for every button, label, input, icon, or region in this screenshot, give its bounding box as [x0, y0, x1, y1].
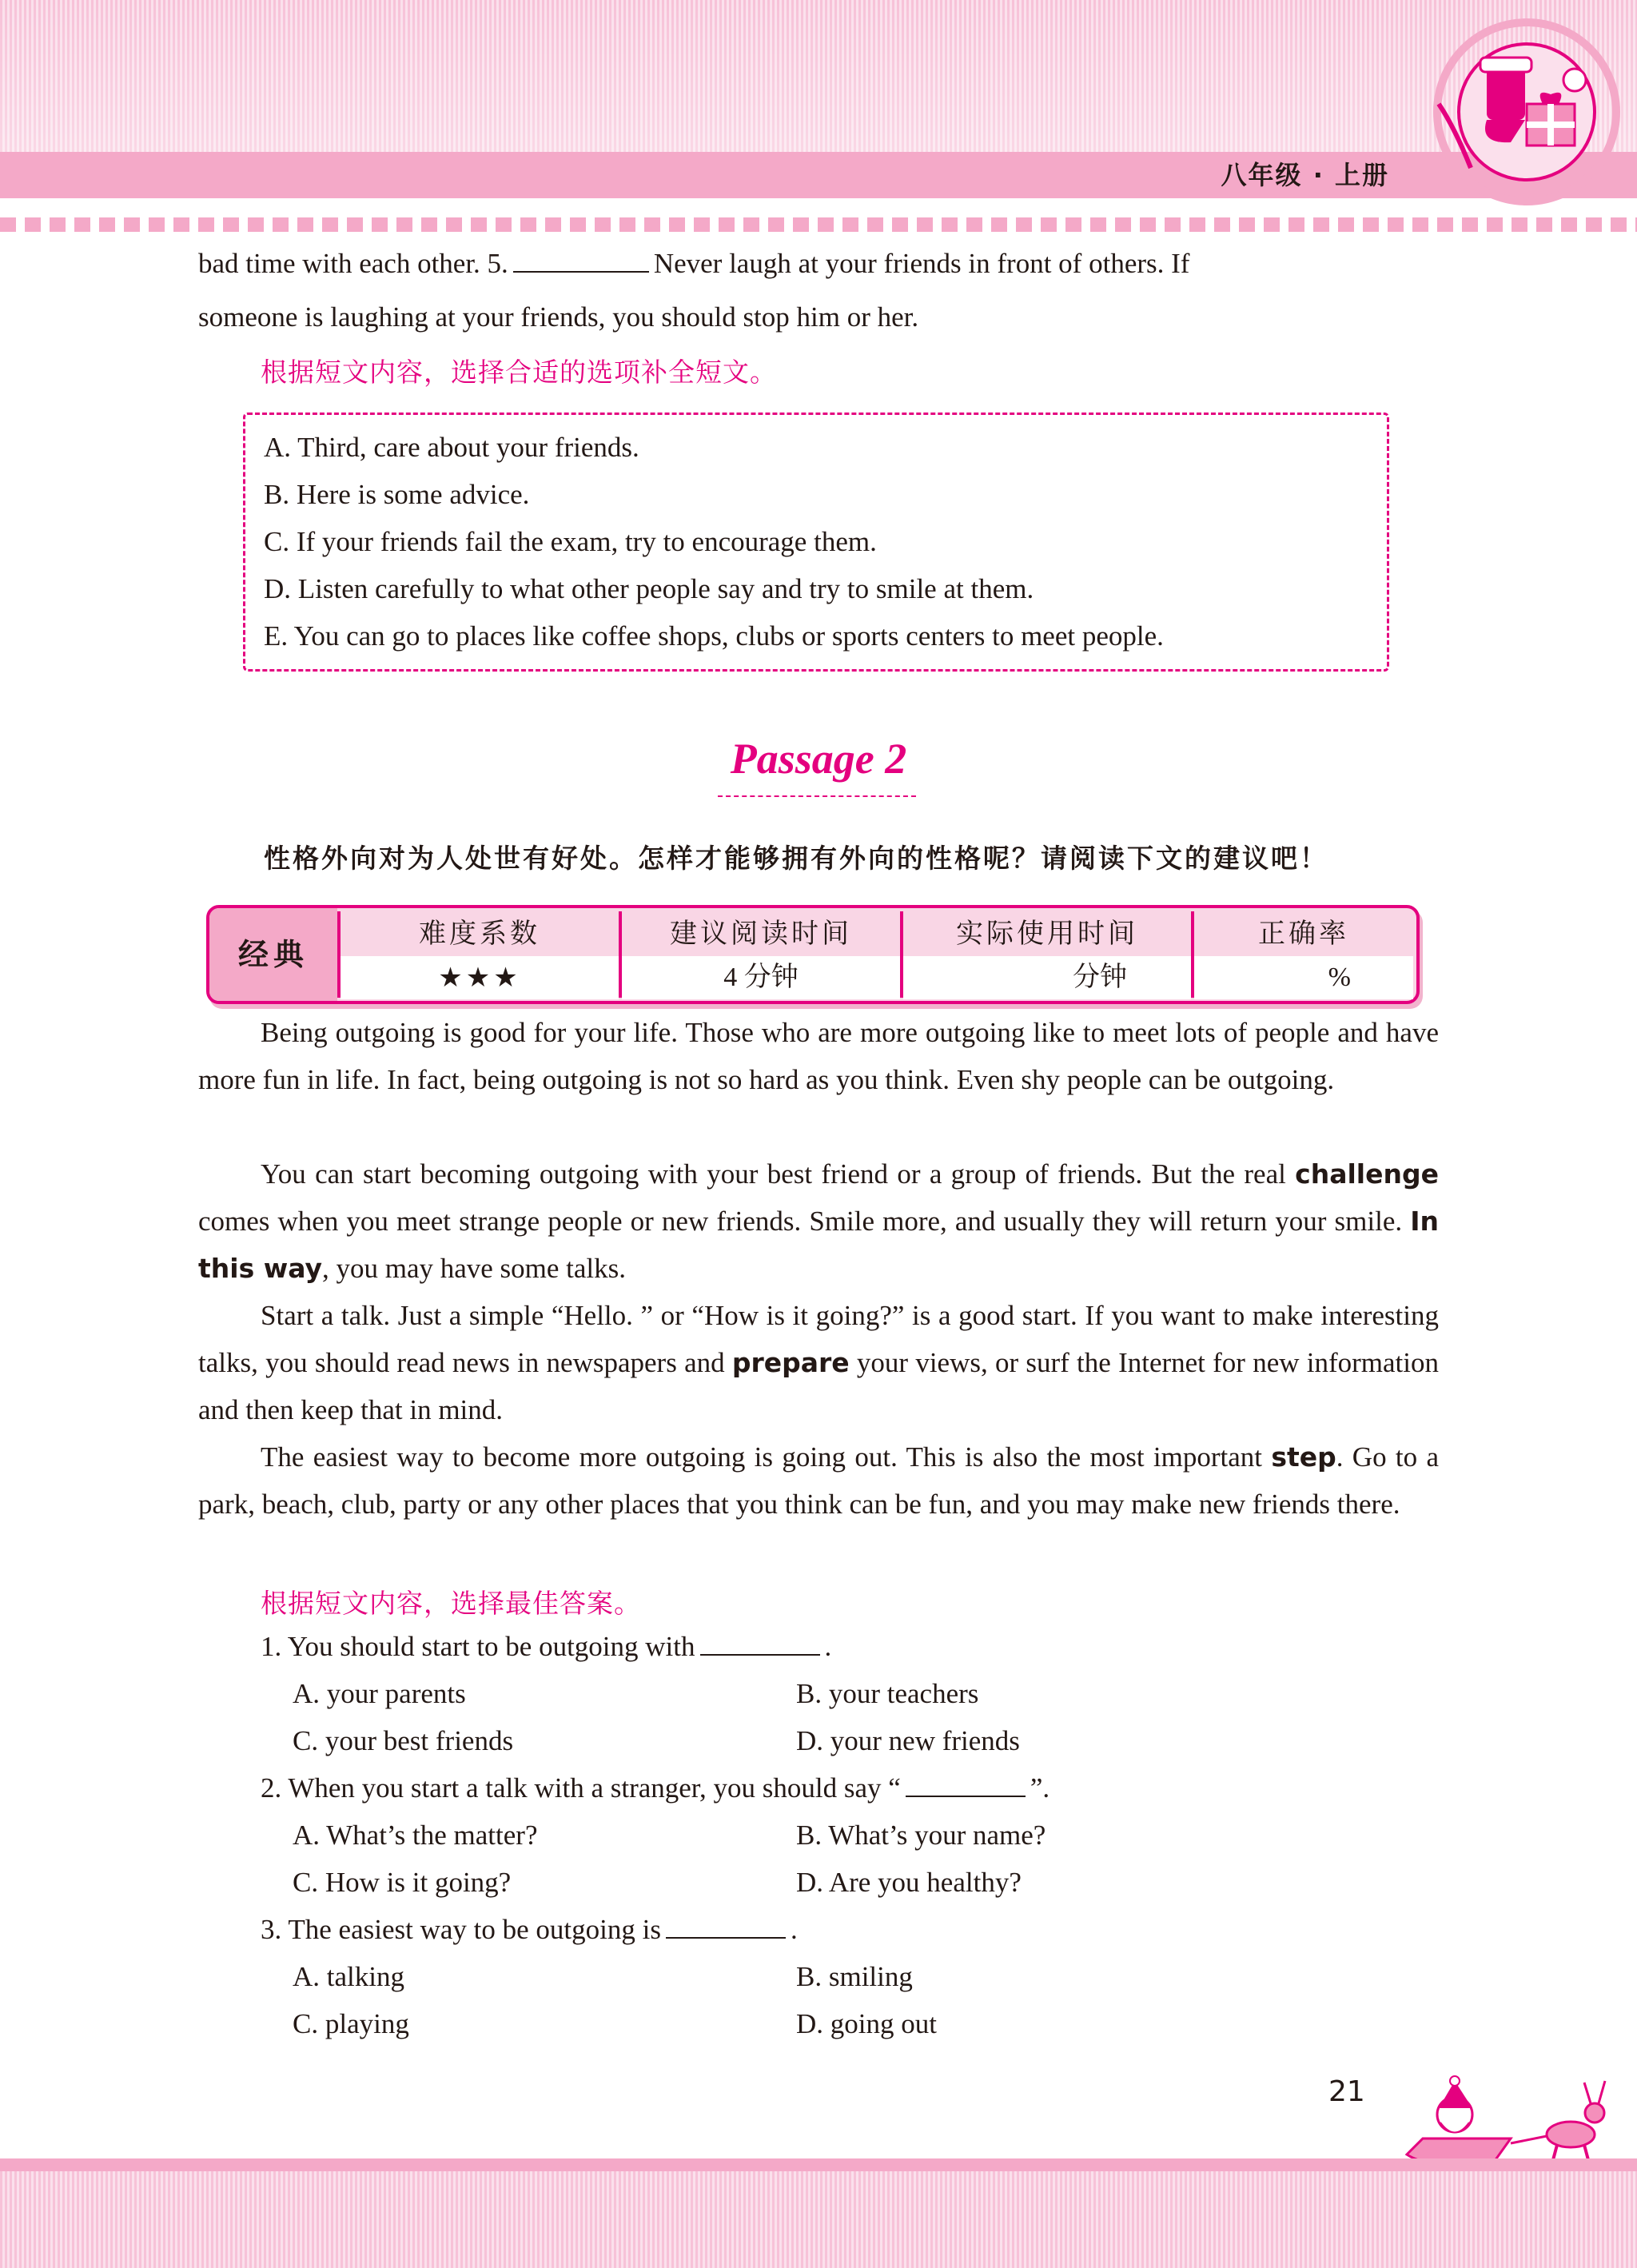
- question-3: [261, 1906, 798, 1953]
- question-2-option-c[interactable]: C. How is it going?: [293, 1867, 512, 1898]
- passage-title: Passage 2: [730, 735, 907, 783]
- info-value-accuracy[interactable]: %: [1194, 956, 1413, 999]
- christmas-gift-icon: [1407, 8, 1623, 208]
- passage2-paragraph-3: [198, 1292, 1439, 1433]
- header-dash-row: [0, 217, 1637, 232]
- option-e: E. You can go to places like coffee shops, clubs or sports centers to meet people.: [264, 620, 1164, 652]
- question-1-option-c[interactable]: C. your best friends: [293, 1725, 514, 1756]
- passage-intro: 性格外向对为人处世有好处。怎样才能够拥有外向的性格呢？请阅读下文的建议吧！: [264, 843, 1328, 874]
- info-header-suggested-time: 建议阅读时间: [670, 918, 852, 950]
- p2-text-c: comes when you meet strange people or new friends. Smile more, and usually they will return your smile.: [198, 1206, 1411, 1237]
- title-underline: [718, 795, 916, 797]
- page-number: 21: [1328, 2075, 1365, 2108]
- question-2: [261, 1764, 1050, 1812]
- question-1-option-b[interactable]: B. your teachers: [796, 1678, 979, 1709]
- header-fade: [0, 0, 1637, 152]
- option-a: A. Third, care about your friends.: [264, 432, 639, 463]
- question-3-option-b[interactable]: B. smiling: [796, 1961, 913, 1992]
- passage2-paragraph-4: [198, 1433, 1439, 1528]
- question-1-option-d[interactable]: D. your new friends: [796, 1725, 1020, 1756]
- info-value-suggested-time: 4 分钟: [622, 956, 900, 999]
- answer-blank-5[interactable]: [513, 245, 649, 273]
- p3-text-c: your views, or surf the Internet for new information and then keep that in mind.: [198, 1347, 1439, 1425]
- question-1-option-a[interactable]: A. your parents: [293, 1678, 466, 1709]
- question-2-end: ”.: [1030, 1772, 1050, 1804]
- passage1-continuation-line2: someone is laughing at your friends, you should stop him or her.: [198, 301, 919, 333]
- info-header-accuracy: 正确率: [1258, 918, 1349, 950]
- question-3-option-a[interactable]: A. talking: [293, 1961, 404, 1992]
- passage2-paragraph-2: [198, 1150, 1439, 1292]
- answer-blank-q3[interactable]: [666, 1911, 786, 1939]
- question-2-option-d[interactable]: D. Are you healthy?: [796, 1867, 1022, 1898]
- keyword-challenge: challenge: [1295, 1158, 1439, 1190]
- question-1-stem: 1. You should start to be outgoing with: [261, 1631, 695, 1662]
- passage1-continuation-line1: [198, 240, 1439, 287]
- question-1: [261, 1623, 831, 1670]
- question-2-option-b[interactable]: B. What’s your name?: [796, 1820, 1046, 1851]
- header-bar: [0, 152, 1637, 198]
- continuation-text-after-blank: Never laugh at your friends in front of others. If: [653, 248, 1190, 279]
- p2-text-a: You can start becoming outgoing with your best friend or a group of friends. But the real: [261, 1158, 1296, 1190]
- passage2-instruction: 根据短文内容，选择最佳答案。: [261, 1588, 641, 1619]
- keyword-prepare: prepare: [731, 1347, 850, 1378]
- passage1-instruction: 根据短文内容，选择合适的选项补全短文。: [261, 357, 777, 388]
- info-tag: 经典: [209, 908, 337, 1001]
- p4-text-c: . Go to a park, beach, club, party or any other places that you think can be fun, and you may make new friends there.: [198, 1441, 1439, 1520]
- question-3-end: .: [790, 1914, 798, 1945]
- option-d: D. Listen carefully to what other people say and try to smile at them.: [264, 573, 1034, 604]
- question-3-stem: 3. The easiest way to be outgoing is: [261, 1914, 661, 1945]
- keyword-step: step: [1271, 1441, 1336, 1473]
- footer-stripe-band: [0, 2171, 1637, 2268]
- keyword-in-this-way: In this way: [198, 1206, 1439, 1284]
- footer-bar: [0, 2158, 1637, 2171]
- grade-label: 八年级 · 上册: [1221, 160, 1389, 190]
- continuation-text-before-blank: bad time with each other. 5.: [198, 248, 508, 279]
- p3-text-a: Start a talk. Just a simple “Hello. ” or “How is it going?” is a good start. If you want to make interesting talks, you should read news in newspapers and: [198, 1300, 1439, 1378]
- question-3-option-c[interactable]: C. playing: [293, 2008, 409, 2039]
- question-2-stem: 2. When you start a talk with a stranger, you should say “: [261, 1772, 901, 1804]
- p2-text-e: , you may have some talks.: [321, 1253, 627, 1284]
- question-2-option-a[interactable]: A. What’s the matter?: [293, 1820, 538, 1851]
- info-value-actual-time[interactable]: 分钟: [903, 956, 1191, 999]
- info-header-difficulty: 难度系数: [419, 918, 540, 950]
- question-1-end: .: [824, 1631, 832, 1662]
- p4-text-a: The easiest way to become more outgoing is going out. This is also the most important: [261, 1441, 1272, 1473]
- question-3-option-d[interactable]: D. going out: [796, 2008, 937, 2039]
- info-header-actual-time: 实际使用时间: [956, 918, 1138, 950]
- answer-blank-q1[interactable]: [700, 1628, 820, 1656]
- answer-blank-q2[interactable]: [906, 1770, 1026, 1797]
- option-c: C. If your friends fail the exam, try to encourage them.: [264, 526, 877, 557]
- option-b: B. Here is some advice.: [264, 479, 530, 510]
- info-value-difficulty: ★★★: [341, 956, 619, 999]
- passage2-paragraph-1: Being outgoing is good for your life. Those who are more outgoing like to meet lots of people and have more fun in life. In fact, being outgoing is not so hard as you think. Even shy people can be outgoing.: [198, 1017, 1439, 1095]
